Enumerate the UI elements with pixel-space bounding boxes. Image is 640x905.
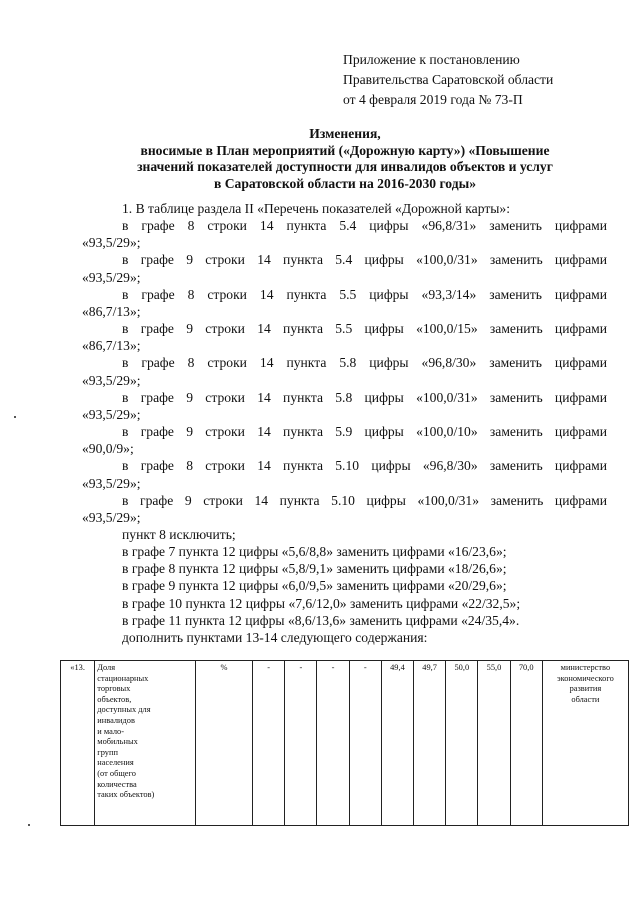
amendment-item <box>82 320 607 354</box>
value-cell: 70,0 <box>510 661 542 826</box>
title-line-1: Изменения, <box>309 126 381 141</box>
value-cell: 50,0 <box>446 661 478 826</box>
amendment-item <box>82 217 607 251</box>
indicator-name-line: Доля <box>97 663 116 672</box>
document-title <box>50 126 640 192</box>
amendment-short-line: в графе 10 пункта 12 цифры «7,6/12,0» заменить цифрами «22/32,5»; <box>122 595 521 611</box>
indicator-name-line: инвалидов <box>97 715 135 725</box>
amendment-item <box>82 423 607 457</box>
amendment-line: в графе 9 строки 14 пункта 5.9 цифры «100,0/10» заменить цифрами <box>122 424 607 440</box>
amendment-short-line: в графе 11 пункта 12 цифры «8,6/13,6» заменить цифрами «24/35,4». <box>122 612 520 628</box>
intro-paragraph: 1. В таблице раздела II «Перечень показателей «Дорожной карты»: <box>122 201 510 216</box>
amendment-value: «93,5/29»; <box>82 406 141 422</box>
indicator-name-cell <box>95 661 196 826</box>
value-cell: 55,0 <box>478 661 510 826</box>
indicator-table <box>60 660 629 826</box>
amendment-line: в графе 8 строки 14 пункта 5.4 цифры «96,8/31» заменить цифрами <box>122 218 607 234</box>
amendment-item <box>82 457 607 491</box>
amendment-item <box>82 251 607 285</box>
responsible-line: экономического <box>556 673 614 683</box>
amendment-line: в графе 9 строки 14 пункта 5.5 цифры «100,0/15» заменить цифрами <box>122 321 607 337</box>
indicator-name-line: количества <box>97 779 137 789</box>
appendix-header <box>343 50 623 110</box>
amendment-line: в графе 9 строки 14 пункта 5.4 цифры «100,0/31» заменить цифрами <box>122 252 607 268</box>
amendment-short-line: пункт 8 исключить; <box>122 526 236 542</box>
amendment-value: «86,7/13»; <box>82 338 141 354</box>
amendment-value: «86,7/13»; <box>82 303 141 319</box>
table-row <box>61 661 629 826</box>
amendment-short-line: в графе 9 пункта 12 цифры «6,0/9,5» заменить цифрами «20/29,6»; <box>122 578 507 594</box>
title-line-2: вносимые в План мероприятий («Дорожную карту») «Повышение <box>140 142 550 158</box>
appendix-line-1: Приложение к постановлению <box>343 52 520 67</box>
amendment-line: в графе 8 строки 14 пункта 5.5 цифры «93,3/14» заменить цифрами <box>122 286 607 302</box>
value-cell: - <box>285 661 317 826</box>
indicator-name-line: торговых <box>97 684 131 694</box>
indicator-name-line: стационарных <box>97 673 149 683</box>
amendment-value: «93,5/29»; <box>82 372 141 388</box>
responsible-cell <box>542 661 628 826</box>
value-cell: 49,4 <box>381 661 413 826</box>
amendment-value: «93,5/29»; <box>82 475 141 491</box>
appendix-line-3: от 4 февраля 2019 года № 73-П <box>343 92 523 107</box>
indicator-name-line: населения <box>97 758 134 768</box>
amendment-value: «93,5/29»; <box>82 269 141 285</box>
scan-speck <box>28 824 30 826</box>
amendment-short-line: в графе 8 пункта 12 цифры «5,8/9,1» заменить цифрами «18/26,6»; <box>122 561 507 577</box>
unit-cell: % <box>195 661 252 826</box>
indicator-name-line: доступных для <box>97 705 151 715</box>
value-cell: - <box>317 661 349 826</box>
amendment-line: в графе 9 строки 14 пункта 5.10 цифры «100,0/31» заменить цифрами <box>122 492 607 508</box>
amendment-short-line: дополнить пунктами 13-14 следующего содержания: <box>122 629 428 645</box>
amendment-value: «93,5/29»; <box>82 235 141 251</box>
amendment-item <box>82 354 607 388</box>
amendment-value: «90,0/9»; <box>82 441 134 457</box>
indicator-name-line: (от общего <box>97 768 136 778</box>
value-cell: - <box>253 661 285 826</box>
indicator-name-line: групп <box>97 747 118 757</box>
responsible-line: области <box>571 694 600 704</box>
amendment-value: «93,5/29»; <box>82 509 141 525</box>
responsible-line: развития <box>569 684 602 694</box>
appendix-line-2: Правительства Саратовской области <box>343 72 554 87</box>
amendment-line: в графе 8 строки 14 пункта 5.8 цифры «96,8/30» заменить цифрами <box>122 355 607 371</box>
amendment-line: в графе 9 строки 14 пункта 5.8 цифры «100,0/31» заменить цифрами <box>122 389 607 405</box>
amendment-item <box>82 492 607 526</box>
responsible-line: министерство <box>560 663 611 672</box>
value-cell: 49,7 <box>414 661 446 826</box>
indicator-name-line: и мало- <box>97 726 125 736</box>
amendment-item <box>82 389 607 423</box>
title-line-3: значений показателей доступности для инвалидов объектов и услуг <box>137 159 553 174</box>
indicator-name-line: таких объектов) <box>97 790 155 800</box>
scan-speck <box>14 416 16 418</box>
title-line-4: в Саратовской области на 2016-2030 годы» <box>213 175 476 191</box>
amendment-item <box>82 286 607 320</box>
indicator-name-line: мобильных <box>97 737 138 747</box>
amendment-short-line: в графе 7 пункта 12 цифры «5,6/8,8» заменить цифрами «16/23,6»; <box>122 544 507 560</box>
indicator-name-line: объектов, <box>97 694 132 704</box>
row-number-cell: «13. <box>61 661 95 826</box>
document-body <box>82 200 607 646</box>
value-cell: - <box>349 661 381 826</box>
amendment-line: в графе 8 строки 14 пункта 5.10 цифры «96,8/30» заменить цифрами <box>122 458 607 474</box>
